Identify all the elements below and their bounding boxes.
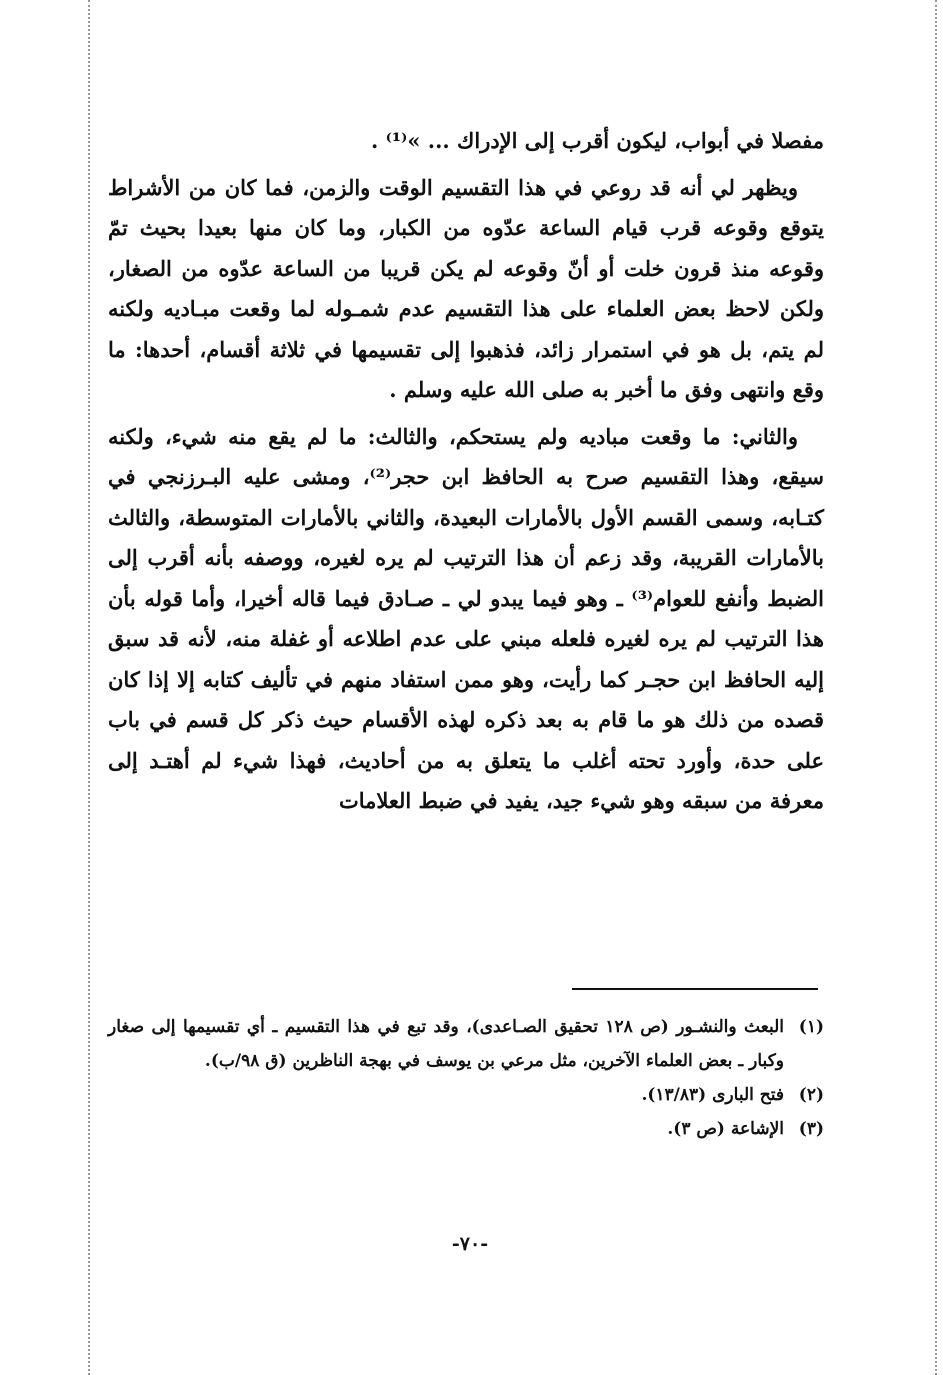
footnote-1-number: (١) (798, 1017, 824, 1037)
footnote-1-text: البعث والنشـور (ص ١٢٨ تحقيق الصـاعدى)، وقد تبع في هذا التقسيم ـ أي تقسيمها إلى صغار وكبار ـ بعض العلماء الآخرين، مثل مرعي بن يوسف في بهجة الناظرين (ق ٩٨/ب). (108, 1017, 784, 1071)
page-number: -٧٠- (451, 1233, 489, 1255)
footnote-2-text: فتح البارى (١٣/٨٣). (641, 1085, 784, 1105)
main-body-text (108, 121, 824, 822)
paragraph-1: مفصلا في أبواب، ليكون أقرب إلى الإدراك ... »⁽¹⁾ . (371, 128, 824, 153)
footnote-2 (108, 1078, 824, 1112)
footnote-3-text: الإشاعة (ص ٣). (667, 1119, 784, 1139)
footnote-separator (572, 988, 818, 990)
paragraph-3: والثاني: ما وقعت مباديه ولم يستحكم، والثالث: ما لم يقع منه شيء، ولكنه سيقع، وهذا التقسيم صرح به الحافظ ابن حجر⁽²⁾، ومشى عليه البـرزنجي في كتـابه، وسمى القسم الأول بالأمارات البعيدة، والثاني بالأمارات المتوسطة، والثالث بالأمارات القريبة، وقد زعم أن هذا الترتيب لم يره لغيره، ووصفه بأنه أقرب إلى الضبط وأنفع للعوام⁽³⁾ ـ وهو فيما يبدو لي ـ صـادق فيما قاله أخيرا، وأما قوله بأن هذا الترتيب لم يره لغيره فلعله مبني على عدم اطلاعه أو غفلة منه، لأنه قد سبق إليه الحافظ ابن حجـر كما رأيت، وهو ممن استفاد منهم في تأليف كتابه إلا إذا كان قصده من ذلك هو ما قام به بعد ذكره لهذه الأقسام حيث ذكر كل قسم في باب على حدة، وأورد تحته أغلب ما يتعلق به من أحاديث، فهذا شيء لم أهتـد إلى معرفة من سبقه وهو شيء جيد، يفيد في ضبط العلامات (108, 423, 824, 813)
footnotes-block (108, 1010, 824, 1146)
paragraph-2: ويظهر لي أنه قد روعي في هذا التقسيم الوقت والزمن، فما كان من الأشراط يتوقع وقوعه قرب قيام الساعة عدّوه من الكبار، وما كان منها بعيدا بحيث تمّ وقوعه منذ قرون خلت أو أنّ وقوعه لم يكن قريبا من الساعة عدّوه من الصغار، ولكن لاحظ بعض العلماء على هذا التقسيم عدم شمـوله لما وقعت مبـاديه ولكنه لم يتم، بل هو في استمرار زائد، فذهبوا إلى تقسيمها في ثلاثة أقسام، أحدها: ما وقع وانتهى وفق ما أخبر به صلى الله عليه وسلم . (108, 174, 824, 402)
footnote-1 (108, 1010, 824, 1078)
footnote-3-number: (٣) (798, 1119, 824, 1139)
footnote-3 (108, 1112, 824, 1146)
binding-dotted-line-right (935, 0, 937, 1375)
binding-dotted-line-left (88, 0, 90, 1375)
footnote-2-number: (٢) (798, 1085, 824, 1105)
